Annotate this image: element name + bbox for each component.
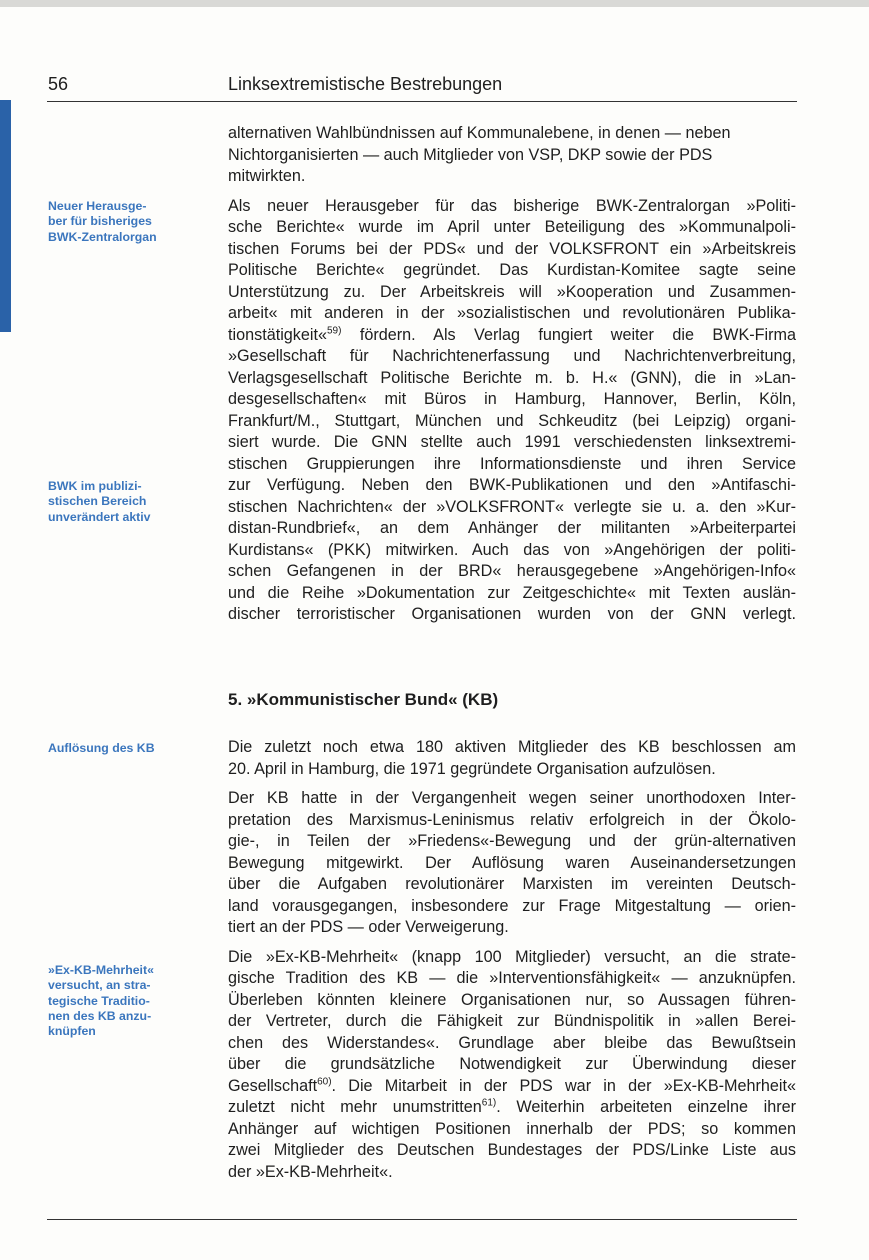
margin-note-line: Neuer Herausge- — [48, 199, 147, 213]
margin-note-line: unverändert aktiv — [48, 509, 151, 524]
text-line: Frankfurt/M., Stuttgart, München und Schkeuditz (bei Leipzig) organi- — [228, 411, 796, 430]
margin-note-line: ber für bisheriges — [48, 214, 152, 229]
footer-rule — [47, 1219, 797, 1220]
text-line: Kurdistans« (PKK) mitwirken. Auch das von »Angehörigen der politi- — [228, 540, 796, 559]
margin-note-neuer-herausgeber — [48, 199, 208, 245]
text-fragment: Gesellschaft — [228, 1076, 318, 1095]
text-line: Unterstützung zu. Der Arbeitskreis will »Kooperation und Zusammen- — [228, 282, 796, 301]
margin-note-line: knüpfen — [48, 1024, 96, 1039]
text-line: arbeit« mit anderen in der »sozialistischen und revolutionären Publika- — [228, 304, 796, 322]
margin-note-line: nen des KB anzu- — [48, 1008, 152, 1023]
paragraph-neuer-herausgeber — [228, 196, 796, 626]
text-line: über die grundsätzliche Notwendigkeit zur Überwindung dieser — [228, 1055, 796, 1073]
text-fragment: . Die Mitarbeit in der PDS war in der »Ex-KB-Mehrheit« — [331, 1076, 796, 1095]
margin-note-line: »Ex-KB-Mehrheit« — [48, 963, 154, 977]
header-rule — [47, 101, 797, 102]
text-line: chen des Widerstandes«. Grundlage aber bleibe das Bewußtsein — [228, 1033, 796, 1052]
text-line: siert wurde. Die GNN stellte auch 1991 verschiedensten linksextremi- — [228, 433, 796, 451]
footnote-ref-61: 61) — [481, 1097, 497, 1109]
text-fragment: tionstätigkeit« — [228, 325, 327, 344]
text-line: gie-, in Teilen der »Friedens«-Bewegung und der grün-alternativen — [228, 832, 796, 850]
text-line: der »Ex-KB-Mehrheit«. — [228, 1162, 393, 1181]
margin-note-line: BWK-Zentralorgan — [48, 229, 157, 244]
text-fragment: . Weiterhin arbeiteten einzelne ihrer — [496, 1098, 796, 1116]
text-line: Die zuletzt noch etwa 180 aktiven Mitglieder des KB beschlossen am — [228, 738, 796, 756]
text-line: 20. April in Hamburg, die 1971 gegründete Organisation aufzulösen. — [228, 759, 716, 778]
text-line: discher terroristischer Organisationen wurden von der GNN verlegt. — [228, 605, 796, 623]
text-line: schen Gefangenen in der BRD« herausgegebene »Angehörigen-Info« — [228, 562, 796, 580]
text-line: sche Berichte« wurde im April unter Beteiligung des »Kommunalpoli- — [228, 218, 796, 236]
text-fragment: fördern. Als Verlag fungiert weiter die BWK-Firma — [341, 325, 796, 344]
text-line: »Gesellschaft für Nachrichtenerfassung und Nachrichtenverbreitung, — [228, 347, 796, 365]
section-heading-kb: 5. »Kommunistischer Bund« (KB) — [228, 690, 499, 709]
text-line: alternativen Wahlbündnissen auf Kommunalebene, in denen — neben — [228, 124, 731, 142]
text-line: Nichtorganisierten — auch Mitglieder von VSP, DKP sowie der PDS — [228, 145, 713, 164]
margin-note-line: tegische Traditio- — [48, 993, 150, 1008]
margin-note-line: stischen Bereich — [48, 494, 147, 509]
paragraph-ex-kb-mehrheit — [228, 947, 796, 1184]
text-line: tischen Forums bei der PDS« und der VOLKSFRONT ein »Arbeitskreis — [228, 239, 796, 258]
chapter-color-tab — [0, 100, 11, 332]
text-line: land vorausgegangen, insbesondere zur Frage Mitgestaltung — orien- — [228, 896, 796, 915]
running-title: Linksextremistische Bestrebungen — [228, 74, 503, 94]
paragraph-kb-aufloesung — [228, 737, 796, 780]
text-line: tiert an der PDS — oder Verweigerung. — [228, 918, 509, 936]
text-line: Bewegung mitgewirkt. Der Auflösung waren Auseinandersetzungen — [228, 853, 796, 872]
text-line: zwei Mitglieder des Deutschen Bundestages der PDS/Linke Liste aus — [228, 1141, 796, 1159]
text-line-footnote-61 — [228, 1097, 796, 1119]
margin-note-line: versucht, an stra- — [48, 978, 151, 993]
text-line: stischen Nachrichten« der »VOLKSFRONT« verlegte sie u. a. den »Kur- — [228, 497, 796, 516]
footnote-ref-59: 59) — [326, 325, 342, 337]
paragraph-wahlbuendnisse — [228, 123, 796, 188]
text-line: stischen Gruppierungen ihre Informationsdienste und ihren Service — [228, 454, 796, 473]
text-line-footnote-60 — [228, 1076, 796, 1098]
margin-note-line: Auflösung des KB — [48, 741, 155, 755]
body-text-upper — [228, 123, 796, 634]
text-line: distan-Rundbrief«, an dem Anhänger der militanten »Arbeiterpartei — [228, 519, 796, 537]
text-fragment: zuletzt nicht mehr unumstritten — [228, 1098, 482, 1116]
text-line: mitwirkten. — [228, 167, 306, 185]
paragraph-kb-vergangenheit — [228, 788, 796, 939]
text-line: desgesellschaften« mit Büros in Hamburg, Hannover, Berlin, Köln, — [228, 390, 796, 408]
text-line: Die »Ex-KB-Mehrheit« (knapp 100 Mitglieder) versucht, an die strate- — [228, 947, 796, 966]
scan-top-edge — [0, 0, 869, 7]
footnote-ref-60: 60) — [317, 1076, 332, 1088]
text-line: Politische Berichte« gegründet. Das Kurdistan-Komitee sagte seine — [228, 261, 796, 279]
text-line: Als neuer Herausgeber für das bisherige BWK-Zentralorgan »Politi- — [228, 196, 796, 215]
text-line: pretation des Marxismus-Leninismus relativ erfolgreich in der Ökolo- — [228, 810, 796, 829]
text-line: zur Verfügung. Neben den BWK-Publikationen und den »Antifaschi- — [228, 476, 796, 494]
text-line: Anhänger auf wichtigen Positionen innerhalb der PDS; so kommen — [228, 1119, 796, 1138]
text-line: über die Aufgaben revolutionärer Marxisten im vereinten Deutsch- — [228, 875, 796, 893]
text-line: Der KB hatte in der Vergangenheit wegen seiner unorthodoxen Inter- — [228, 789, 796, 807]
margin-note-bwk-publizistisch — [48, 479, 208, 525]
margin-note-ex-kb-mehrheit — [48, 963, 208, 1039]
text-line: und die Reihe »Dokumentation zur Zeitgeschichte« mit Texten auslän- — [228, 583, 796, 602]
text-line: gische Tradition des KB — die »Interventionsfähigkeit« — anzuknüpfen. — [228, 969, 796, 987]
body-text-lower — [228, 737, 796, 1191]
margin-note-aufloesung-kb — [48, 741, 208, 756]
page-number: 56 — [48, 74, 69, 94]
text-line: Überleben könnten kleinere Organisationen nur, so Aussagen führen- — [228, 990, 796, 1009]
text-line: Verlagsgesellschaft Politische Berichte m. b. H.« (GNN), die in »Lan- — [228, 368, 796, 387]
text-line: der Vertreter, durch die Fähigkeit zur Bündnispolitik in »allen Berei- — [228, 1012, 796, 1030]
margin-note-line: BWK im publizi- — [48, 479, 142, 493]
text-line-footnote-59 — [228, 325, 796, 347]
